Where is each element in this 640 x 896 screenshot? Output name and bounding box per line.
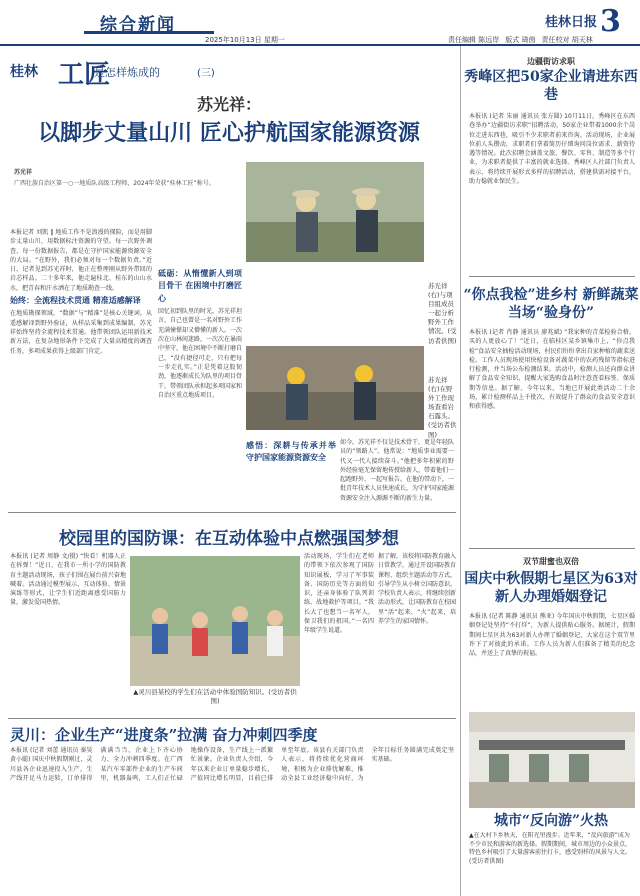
campus-paragraph-2: 活动现场，学生们在老师的带领下依次参观了国防知识展板，学习了军事装备、国防历史等方面的知识，还亲身体验了队列训练、战地救护等项目。“我长大了也想当一名军人，保卫我们的祖国。”一名四年级学生说道。	[304, 553, 374, 635]
staff-layout: 版式 琦茵	[505, 36, 536, 44]
divider-1	[8, 512, 456, 513]
lead-headline: 以脚步丈量山川 匠心护航国家能源资源	[38, 120, 420, 146]
dateline: 2025年10月13日 星期一	[205, 36, 285, 44]
lingchuan-headline: 灵川：企业生产“进度条”拉满 奋力冲刺四季度	[10, 726, 318, 744]
lead-paragraph-3: 回忆初到队里的时光，苏光祥坦言，自己也曾是一名对野外工作充满憧憬却又懵懂的新人。一次次在山林间迷路，一次次在暴雨中坚守，他在困境中不断打磨自己。“没有捷径可走，只有把每一步走扎实。”正是凭着这股韧劲，他逐渐成长为队里的项目骨干，带领团队承担起多项国家和自治区重点地质项目。	[158, 308, 242, 399]
right3-body: 本报讯 (记者 陈静 通讯员 熊亚) 今年国庆中秋假期，七星区婚姻登记处坚持“不打烊”，为新人提供贴心服务。据统计，假期期间七星区共为63对新人办理了婚姻登记，大家在这个双节里许下了对彼此的承诺。工作人员为新人们准备了精美的纪念品，并送上了真挚的祝福。	[469, 613, 635, 658]
right1-body: 本报讯 (记者 朱丽 通讯员 张方圆) 10月11日，秀峰区在东西巷举办“边疆街访求职”招聘活动，50家企业带着1000余个岗位走进东西巷，吸引不少求职者前来咨询。活动现场，企业展位前人头攒动，求职者们拿着简历仔细询问岗位需求、薪资待遇等情况。此次招聘会涵盖文旅、餐饮、零售、制造等多个行业，为求职者提供了丰富的就业选择。秀峰区人社部门负责人表示，将持续开展形式多样的招聘活动，搭建供需对接平台，助力稳就业保民生。	[469, 113, 635, 186]
divider-2	[8, 718, 456, 719]
campus-headline: 校园里的国防课：在互动体验中点燃强国梦想	[59, 529, 399, 549]
right2-headline: “你点我检”进乡村 新鲜蔬菜当场“验身份”	[463, 287, 639, 322]
byline-name: 苏光祥	[14, 169, 33, 176]
campus-body-col1	[10, 552, 126, 722]
lingchuan-body	[10, 746, 454, 892]
page-header	[0, 0, 640, 46]
lead-photo-2	[246, 346, 424, 430]
section-title: 综合新闻	[100, 15, 176, 35]
right1-headline: 秀峰区把50家企业请进东西巷	[464, 69, 638, 104]
lead-paragraph-2: 在地质勘探领域，“数据”与“精准”是核心关键词。从遥感解译到野外验证，从样品采集到成果编制，苏光祥始终坚持全流程技术贯通。他带领团队运用新技术新方法，在复杂地形条件下完成了大量高精度的调查任务，多项成果获得上级部门肯定。	[10, 310, 152, 355]
lead-photo-1-caption: 苏光祥(右)与项目组成员一起分析野外工作情况。(受访者供图)	[428, 282, 457, 345]
banner-part: (三)	[197, 68, 215, 79]
right4-headline: 城市“反向游”火热	[493, 813, 609, 829]
staff-editor: 责任编辑 陈远岸	[448, 36, 500, 44]
banner-big-text: 工匠	[58, 60, 111, 90]
byline-block	[14, 168, 239, 188]
lead-photo-2-caption: 苏光祥(右)在野外工作现场查看岩石露头。(受访者供图)	[428, 376, 457, 439]
right3-headline: 国庆中秋假期七星区为63对新人办理婚姻登记	[464, 571, 638, 606]
right2-body: 本报讯 (记者 肖静 通讯员 廖兆斌) “我家种的青菜检验合格，买的人更放心了！”近日，在临桂区某乡镇集市上，“你点我检”食品安全抽检活动现场，村民们纷纷拿出自家种植的蔬菜送检。工作人员现场使用快检设备对蔬菜中的农药残留等指标进行检测，并当场公布检测结果。活动中，检测人员还向群众讲解了食品安全知识，提醒大家选购食品时注意查看标签、保质期等信息。据了解，今年以来，当地已开展此类活动二十余场，累计检测样品上千批次，有效提升了群众的食品安全意识和获得感。	[469, 329, 635, 411]
right3-kicker: 双节甜蜜也双倍	[523, 557, 579, 566]
right-divider-2	[469, 548, 635, 549]
campus-photo	[130, 556, 300, 686]
right4-caption: ▲在大村下乡秋天，在阳光里漫步。近年来，“反向旅游”成为不少市民和游客的新选择。假期期间，城市周边的小众景点、特色乡村吸引了大量游客前往打卡，感受别样的风景与人文。(受访者供图)	[469, 832, 632, 866]
campus-photo-caption: ▲灵川县某校的学生们在活动中体验国防知识。(受访者供图)	[133, 688, 297, 706]
campus-body-col3	[378, 552, 456, 700]
lead-body-col1	[10, 228, 152, 558]
series-banner	[10, 54, 260, 90]
campus-paragraph-3: 据了解，该校将国防教育融入日常教学，通过开设国防教育课程、组织主题活动等方式，引导学生从小树立国防意识。学校负责人表示，将继续创新活动形式，让国防教育在校园里“活”起来、“火”起来，培养学生的家国情怀。	[378, 553, 456, 626]
lead-kicker: 苏光祥：	[196, 95, 261, 114]
banner-slogan: 是怎样炼成的	[94, 66, 160, 79]
byline-intro: 广西壮族自治区第一○一地质队高级工程师，2024年荣获“桂林工匠”称号。	[14, 180, 215, 187]
lead-subhead-1: 始终：全流程技术贯通 精准适感解译	[10, 296, 141, 306]
right-divider-1	[469, 276, 635, 277]
paper-name: 桂林日报	[545, 15, 598, 30]
side-column	[460, 46, 640, 896]
lead-subhead-2: 砥砺：从惰懂新人到项目骨干 在困境中打磨匠心	[158, 269, 242, 303]
campus-body-col2	[304, 552, 374, 700]
right4-photo	[469, 712, 635, 808]
campus-paragraph-1: 本报讯 (记者 周静 文/摄) “快看！机器人正在拆弹！”近日，在我市一所小学的国防教育主题活动现场，孩子们围在展台前兴奋地喊着。活动通过模型展示、互动体验、情景演练等形式，让学生们近距离感受国防力量，激发爱国热情。	[10, 553, 126, 607]
staff-proofreader: 责任校对 胡天林	[541, 36, 593, 44]
right1-kicker: 边疆街访求职	[527, 57, 575, 66]
lingchuan-paragraph: 本报讯 (记者 刘蕾 通讯员 秦昊 黄小聪) 国庆中秋假期刚过，灵川县各企业迅速投入生产，生产线开足马力运转，订单排得满满当当，企业上下齐心协力、全力冲刺四季度。在广西某汽车零部件企业的生产车间里，机器轰鸣，工人们正忙碌地操作设备，生产线上一派繁忙景象。企业负责人介绍，今年以来企业订单量稳步增长，产值同比增长明显，目前已排单至年底。该县有关部门负责人表示，将持续优化营商环境，积极为企业排忧解难，推动全县工业经济稳中向好，为全年目标任务圆满完成奠定坚实基础。	[10, 747, 454, 782]
lead-photo-1	[246, 162, 424, 262]
lead-paragraph-4: 如今，苏光祥不仅是技术骨干，更是年轻队员的“领路人”。他常说：“地质事业需要一代又一代人接续奋斗。”他把多年积累的野外经验毫无保留地传授给新人，带着他们一起跑野外、一起写报告。在他的带动下，一批青年技术人员快速成长，为守护国家能源资源安全注入源源不断的新生力量。	[340, 439, 454, 502]
banner-place: 桂林	[10, 64, 38, 80]
lead-paragraph-1: 本报记者 刘凯 ‖ 地质工作不是浪漫的探险，而是用脚步丈量山川，用数据标注资源的守望。每一次野外调查、每一份数据报告，都是在守护国家能源资源安全的大局。“在野外，我们必须对每一个数据负责。”近日，记者见到苏光祥时，他正在整理刚从野外带回的岩芯样品。二十多年来，他走遍桂北、桂东的山山水水，把青春和汗水洒在了地质勘查一线。	[10, 229, 152, 292]
lead-subhead-3: 感悟：深耕与传承并举 守护国家能源资源安全	[246, 441, 336, 463]
page-number: 3	[600, 4, 621, 39]
